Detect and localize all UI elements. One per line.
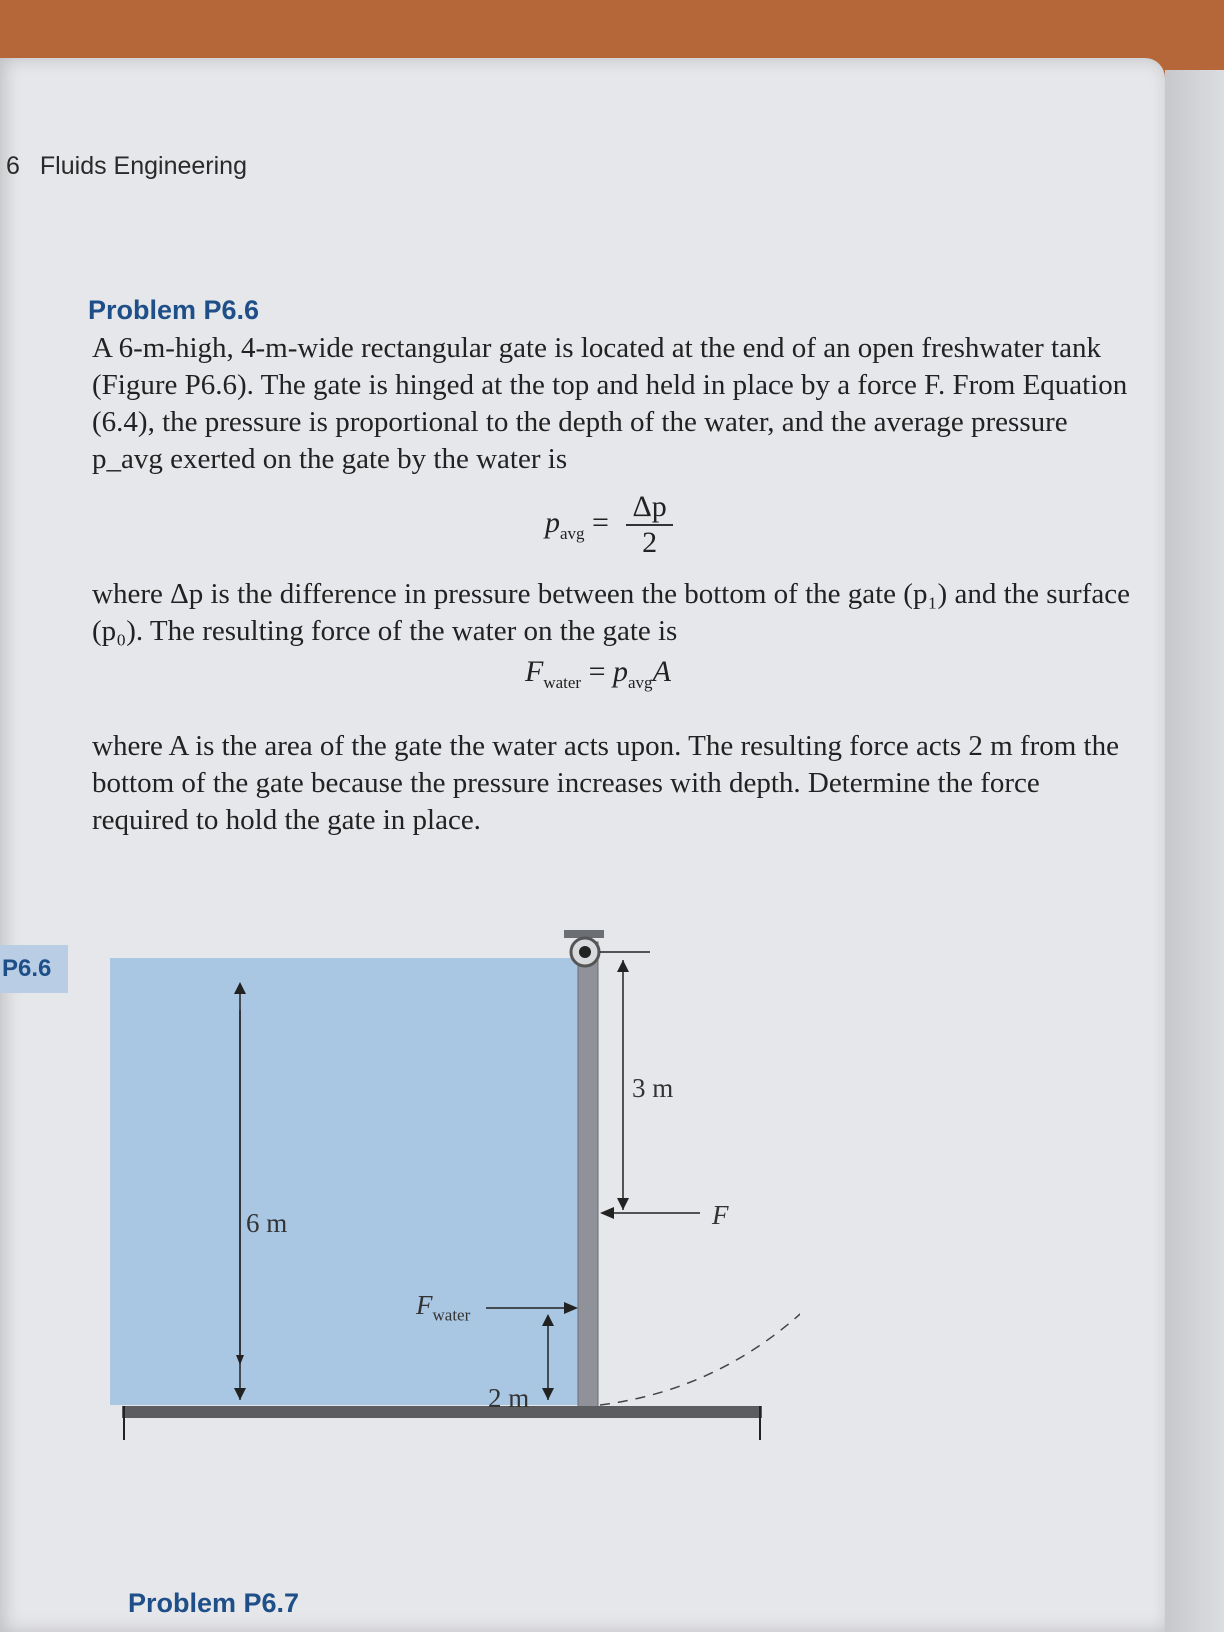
problem-paragraph-2: where Δp is the difference in pressure between the bottom of the gate (p₁) and the surface (p₀). The resulting force of the water on the gate is — [92, 578, 1130, 647]
label-fwater-sub: water — [432, 1305, 471, 1325]
eq1-fraction — [626, 490, 672, 560]
label-water-force — [416, 1290, 470, 1325]
eq2-rhs-tail: A — [652, 655, 671, 688]
label-fwater-f: F — [416, 1290, 433, 1320]
hinge-dim-bottom-arrow — [617, 1198, 629, 1210]
hinge-dim-top-arrow — [617, 960, 629, 972]
figure-tag: P6.6 — [0, 945, 68, 993]
eq2-equals: = — [588, 655, 606, 688]
eq1-lhs: p — [545, 505, 560, 539]
water-tank — [110, 958, 580, 1405]
problem-title: Problem P6.6 — [88, 295, 260, 325]
next-problem-title: Problem P6.7 — [128, 1588, 300, 1618]
eq2-lhs-sub: water — [543, 673, 582, 692]
force-f-arrowhead — [600, 1207, 614, 1219]
gate-figure — [0, 920, 800, 1520]
eq1-lhs-sub: avg — [560, 523, 585, 543]
page-number: 6 — [6, 152, 20, 180]
eq1-denominator: 2 — [642, 526, 658, 559]
problem-paragraph-1: A 6-m-high, 4-m-wide rectangular gate is located at the end of an open freshwater tank (Figure P6.6). The gate is hinged at the top and held in place by a force F. From Equation (6.4), the pressure is proportional to the depth of the water, and the average pressure p_avg exerted on the gate by the water is — [92, 332, 1128, 475]
problem-paragraph-3: where A is the area of the gate the water acts upon. The resulting force acts 2 m from the bottom of the gate because the pressure increases with depth. Determine the force required to hold the gate in place. — [92, 730, 1119, 836]
eq1-numerator: Δp — [626, 490, 672, 526]
chapter-title: Fluids Engineering — [39, 152, 247, 180]
ground — [122, 1406, 762, 1418]
eq2-rhs: p — [613, 655, 629, 688]
gate — [578, 942, 598, 1408]
label-hinge-distance: 3 m — [632, 1073, 674, 1103]
eq1-equals: = — [592, 505, 609, 539]
hinge-center — [579, 946, 591, 958]
label-force-height: 2 m — [488, 1383, 530, 1413]
gate-swing-arc — [600, 1305, 800, 1405]
equation-average-pressure — [545, 490, 673, 560]
running-head — [6, 152, 247, 181]
page-edge — [1165, 70, 1224, 1632]
label-force: F — [712, 1200, 729, 1230]
eq2-rhs-sub: avg — [628, 673, 653, 692]
equation-water-force — [525, 655, 671, 693]
eq2-lhs: F — [525, 655, 544, 688]
label-height: 6 m — [246, 1208, 288, 1238]
